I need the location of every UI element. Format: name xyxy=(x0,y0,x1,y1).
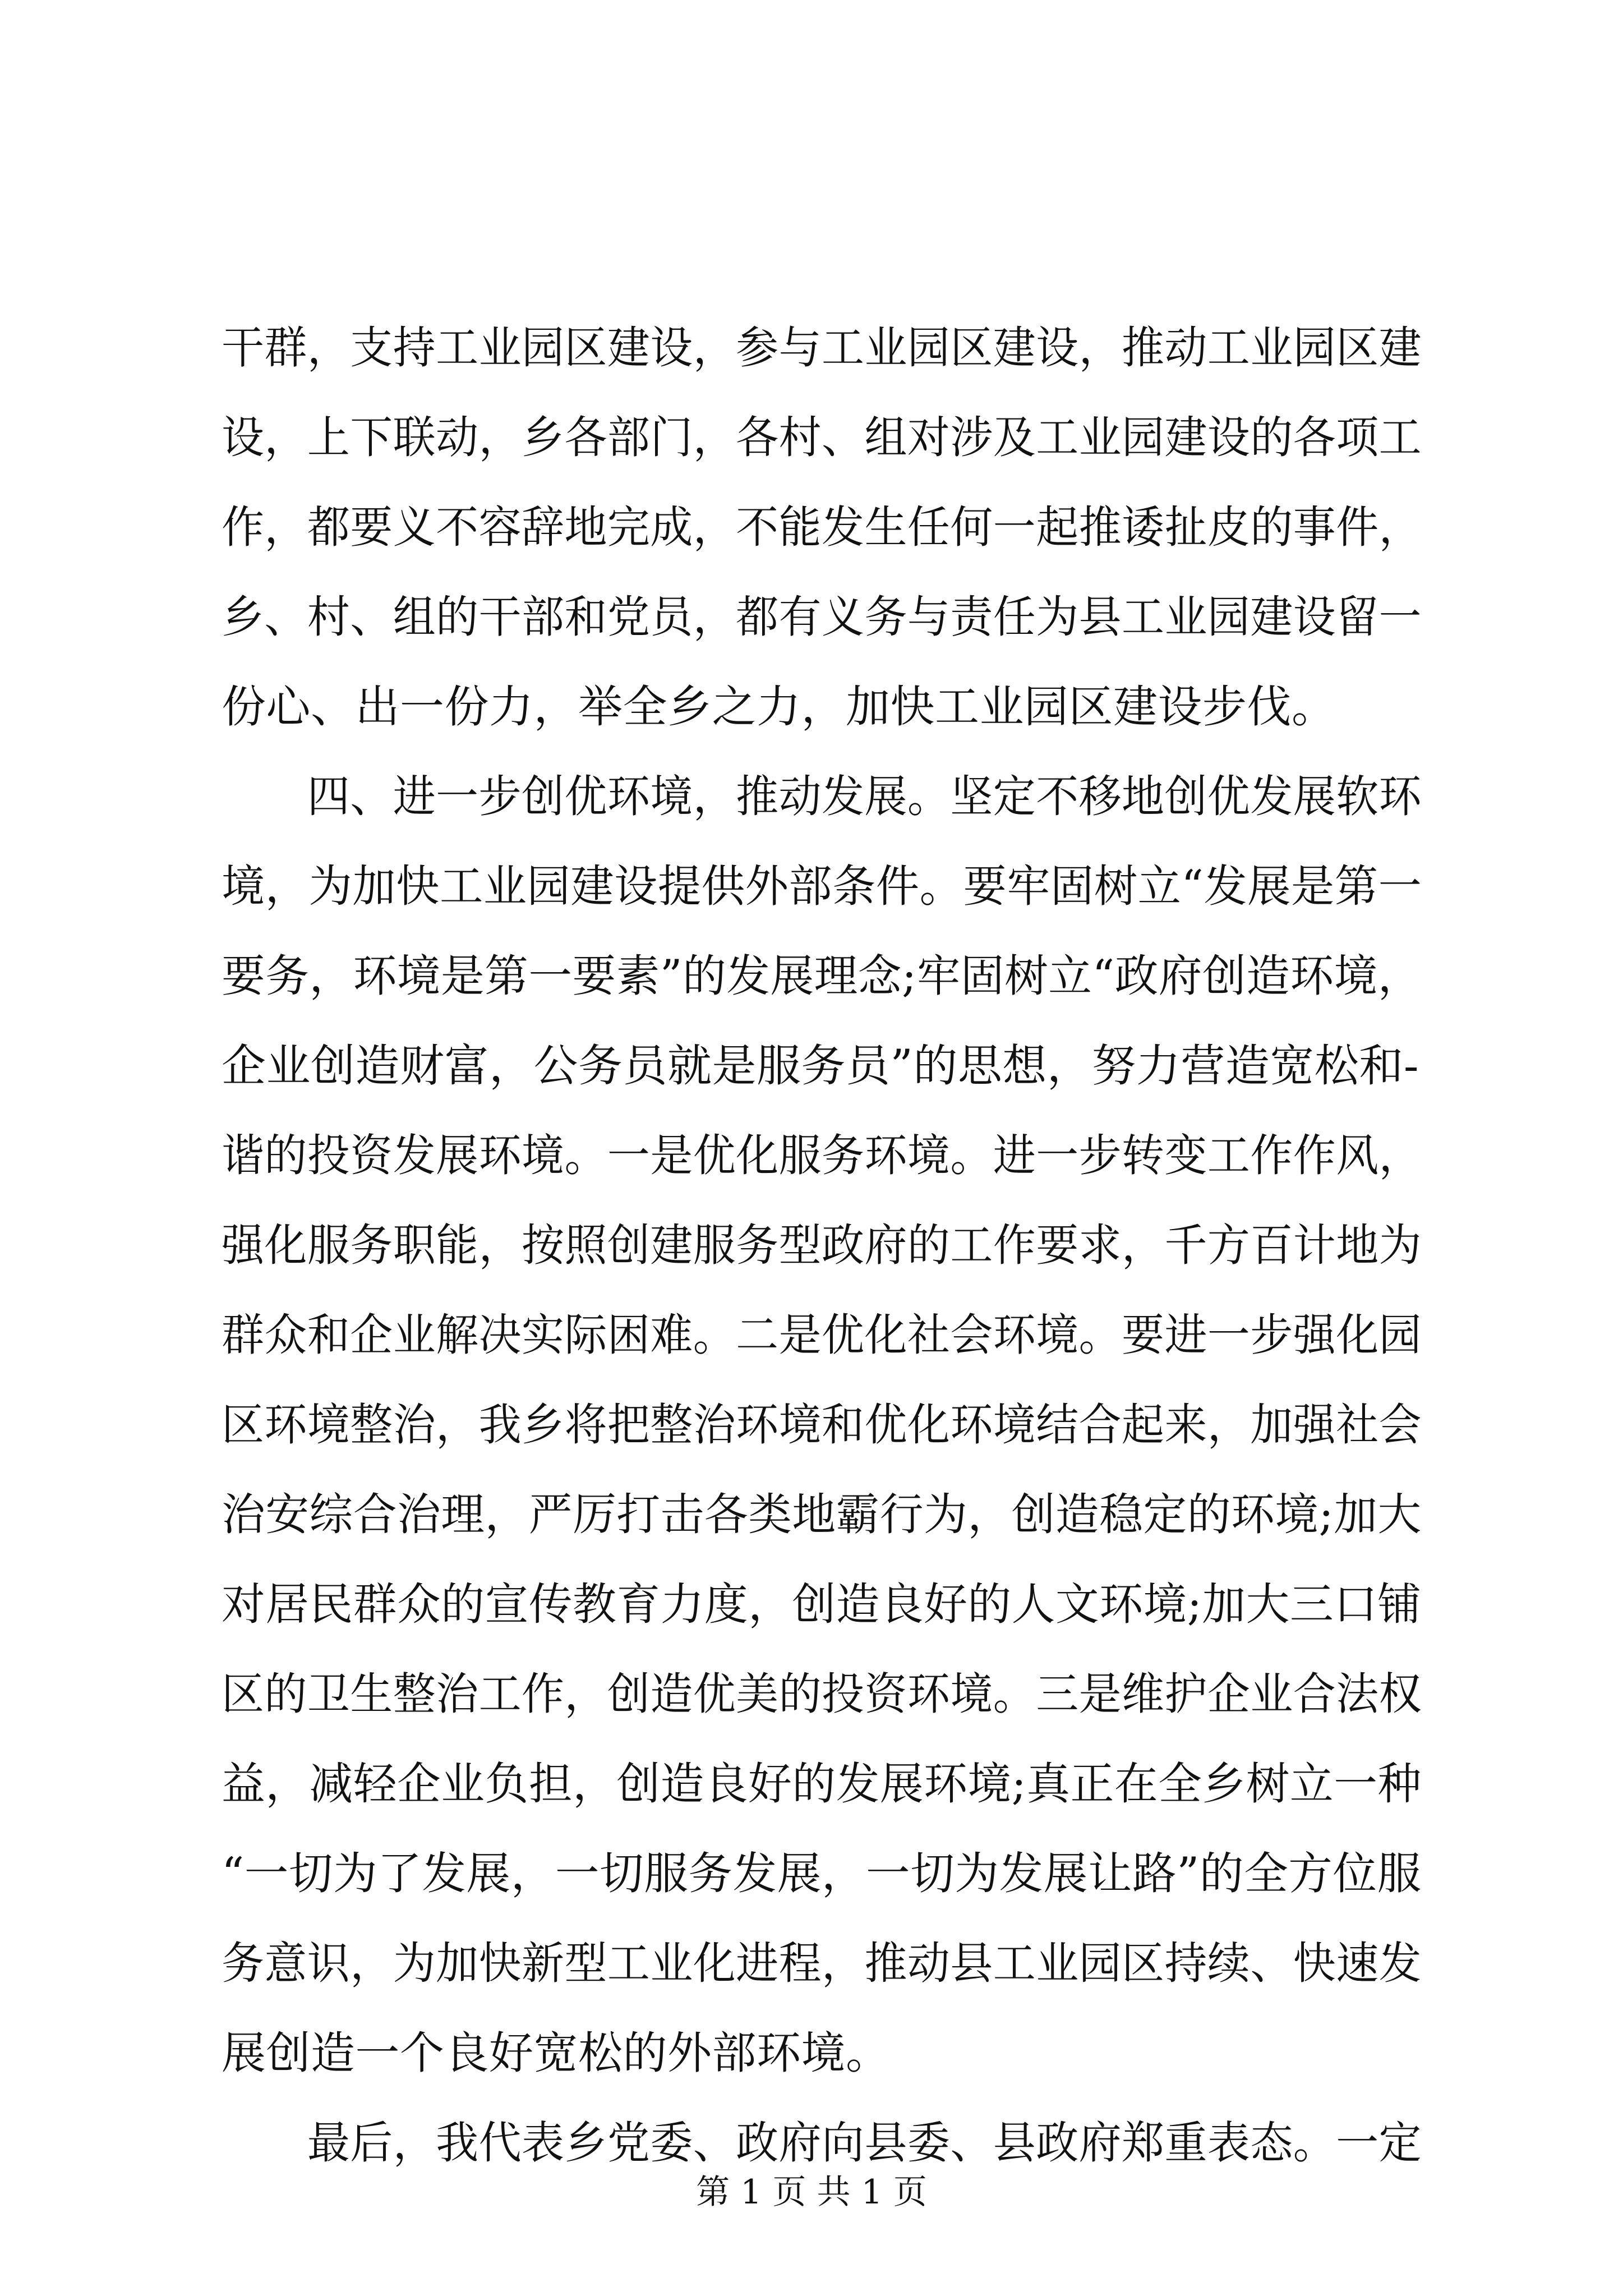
text-line: 区的卫生整治工作，创造优美的投资环境。三是维护企业合法权 xyxy=(222,1668,1422,1720)
text-line: 境，为加快工业园建设提供外部条件。要牢固树立“发展是第一 xyxy=(222,861,1422,912)
page-footer: 第 1 页 共 1 页 xyxy=(696,2173,927,2212)
text-line: 企业创造财富，公务员就是服务员”的思想，努力营造宽松和- xyxy=(222,1040,1419,1092)
text-line: 务意识，为加快新型工业化进程，推动县工业园区持续、快速发 xyxy=(222,1938,1422,1989)
text-line: 益，减轻企业负担，创造良好的发展环境;真正在全乡树立一种 xyxy=(222,1758,1422,1810)
text-line: 区环境整治，我乡将把整治环境和优化环境结合起来，加强社会 xyxy=(222,1399,1422,1451)
text-line: 展创造一个良好宽松的外部环境。 xyxy=(222,2027,891,2079)
text-line: 对居民群众的宣传教育力度，创造良好的人文环境;加大三口铺 xyxy=(222,1579,1422,1630)
text-line: 四、进一步创优环境，推动发展。坚定不移地创优发展软环 xyxy=(222,771,1422,822)
text-line: 谐的投资发展环境。一是优化服务环境。进一步转变工作作风， xyxy=(222,1130,1422,1181)
text-line: 乡、村、组的干部和党员，都有义务与责任为县工业园建设留一 xyxy=(222,591,1422,643)
text-line: 干群，支持工业园区建设，参与工业园区建设，推动工业园区建 xyxy=(222,322,1422,374)
text-line: 最后，我代表乡党委、政府向县委、县政府郑重表态。一定 xyxy=(222,2117,1422,2169)
text-line: 强化服务职能，按照创建服务型政府的工作要求，千方百计地为 xyxy=(222,1220,1422,1271)
text-line: 作，都要义不容辞地完成，不能发生任何一起推诿扯皮的事件， xyxy=(222,501,1422,553)
text-line: 治安综合治理，严厉打击各类地霸行为，创造稳定的环境;加大 xyxy=(222,1489,1422,1540)
text-line: “一切为了发展，一切服务发展，一切为发展让路”的全方位服 xyxy=(222,1848,1422,1899)
text-line: 设，上下联动，乡各部门，各村、组对涉及工业园建设的各项工 xyxy=(222,412,1422,463)
text-line: 份心、出一份力，举全乡之力，加快工业园区建设步伐。 xyxy=(222,681,1336,733)
text-line: 要务，环境是第一要素”的发展理念;牢固树立“政府创造环境， xyxy=(222,950,1422,1002)
text-line: 群众和企业解决实际困难。二是优化社会环境。要进一步强化园 xyxy=(222,1309,1422,1361)
